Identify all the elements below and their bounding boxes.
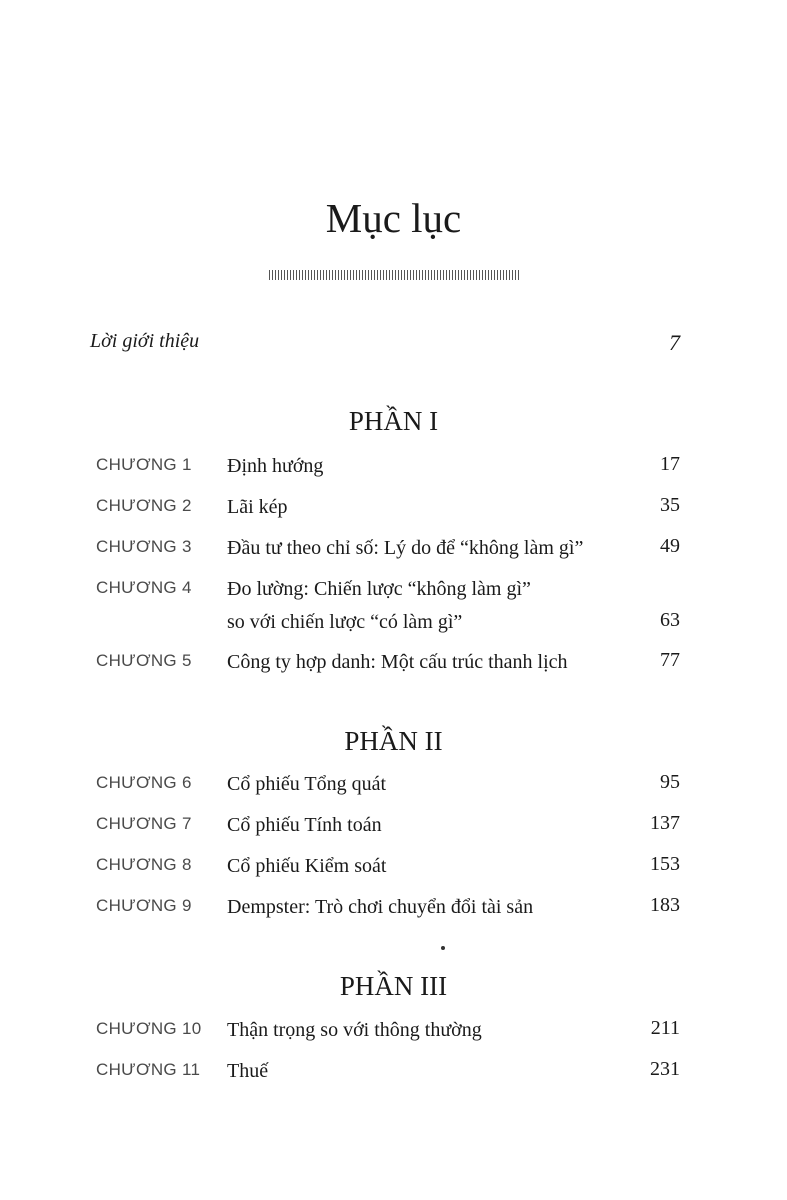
chapter-page-number: 211 (650, 1017, 680, 1039)
chapter-number: CHƯƠNG 3 (96, 537, 192, 556)
chapter-title: Cổ phiếu Tính toán (227, 814, 382, 836)
stray-dot-mark (441, 946, 445, 950)
part-1-heading: PHẦN I (348, 406, 439, 436)
chapter-page-number: 231 (650, 1058, 680, 1080)
title-ornament-divider (269, 270, 519, 280)
chapter-title: Cổ phiếu Tổng quát (227, 773, 387, 795)
page-title: Mục lục (325, 195, 462, 241)
chapter-page-number: 137 (650, 812, 680, 834)
chapter-title: Thận trọng so với thông thường (227, 1019, 482, 1041)
intro-label: Lời giới thiệu (90, 330, 200, 352)
chapter-title: Thuế (227, 1060, 269, 1082)
chapter-number: CHƯƠNG 10 (96, 1019, 202, 1038)
chapter-page-number: 95 (660, 771, 680, 793)
chapter-number: CHƯƠNG 9 (96, 896, 192, 915)
chapter-page-number: 153 (650, 853, 680, 875)
chapter-page-number: 77 (660, 649, 680, 671)
part-3-heading: PHẦN III (339, 971, 448, 1001)
chapter-number: CHƯƠNG 1 (96, 455, 192, 474)
chapter-number: CHƯƠNG 6 (96, 773, 192, 792)
chapter-number: CHƯƠNG 7 (96, 814, 192, 833)
chapter-number: CHƯƠNG 5 (96, 651, 192, 670)
chapter-number: CHƯƠNG 11 (96, 1060, 201, 1079)
chapter-number: CHƯƠNG 4 (96, 578, 192, 597)
chapter-page-number: 17 (660, 453, 680, 475)
intro-entry[interactable] (90, 330, 680, 360)
chapter-number: CHƯƠNG 8 (96, 855, 192, 874)
chapter-page-number: 183 (650, 894, 680, 916)
chapter-title: Đo lường: Chiến lược “không làm gì” (227, 578, 531, 600)
chapter-title: Dempster: Trò chơi chuyển đổi tài sản (227, 896, 534, 918)
chapter-page-number: 63 (660, 609, 680, 631)
chapter-page-number: 49 (660, 535, 680, 557)
chapter-title-continuation: so với chiến lược “có làm gì” (227, 611, 463, 633)
chapter-page-number: 35 (660, 494, 680, 516)
chapter-title: Đầu tư theo chỉ số: Lý do để “không làm gì” (227, 537, 584, 559)
chapter-title: Công ty hợp danh: Một cấu trúc thanh lịch (227, 651, 568, 673)
chapter-title: Định hướng (227, 455, 324, 477)
part-2-heading: PHẦN II (344, 726, 443, 756)
chapter-title: Cổ phiếu Kiểm soát (227, 855, 387, 877)
intro-page-number: 7 (669, 330, 680, 355)
chapter-number: CHƯƠNG 2 (96, 496, 192, 515)
chapter-title: Lãi kép (227, 496, 288, 518)
